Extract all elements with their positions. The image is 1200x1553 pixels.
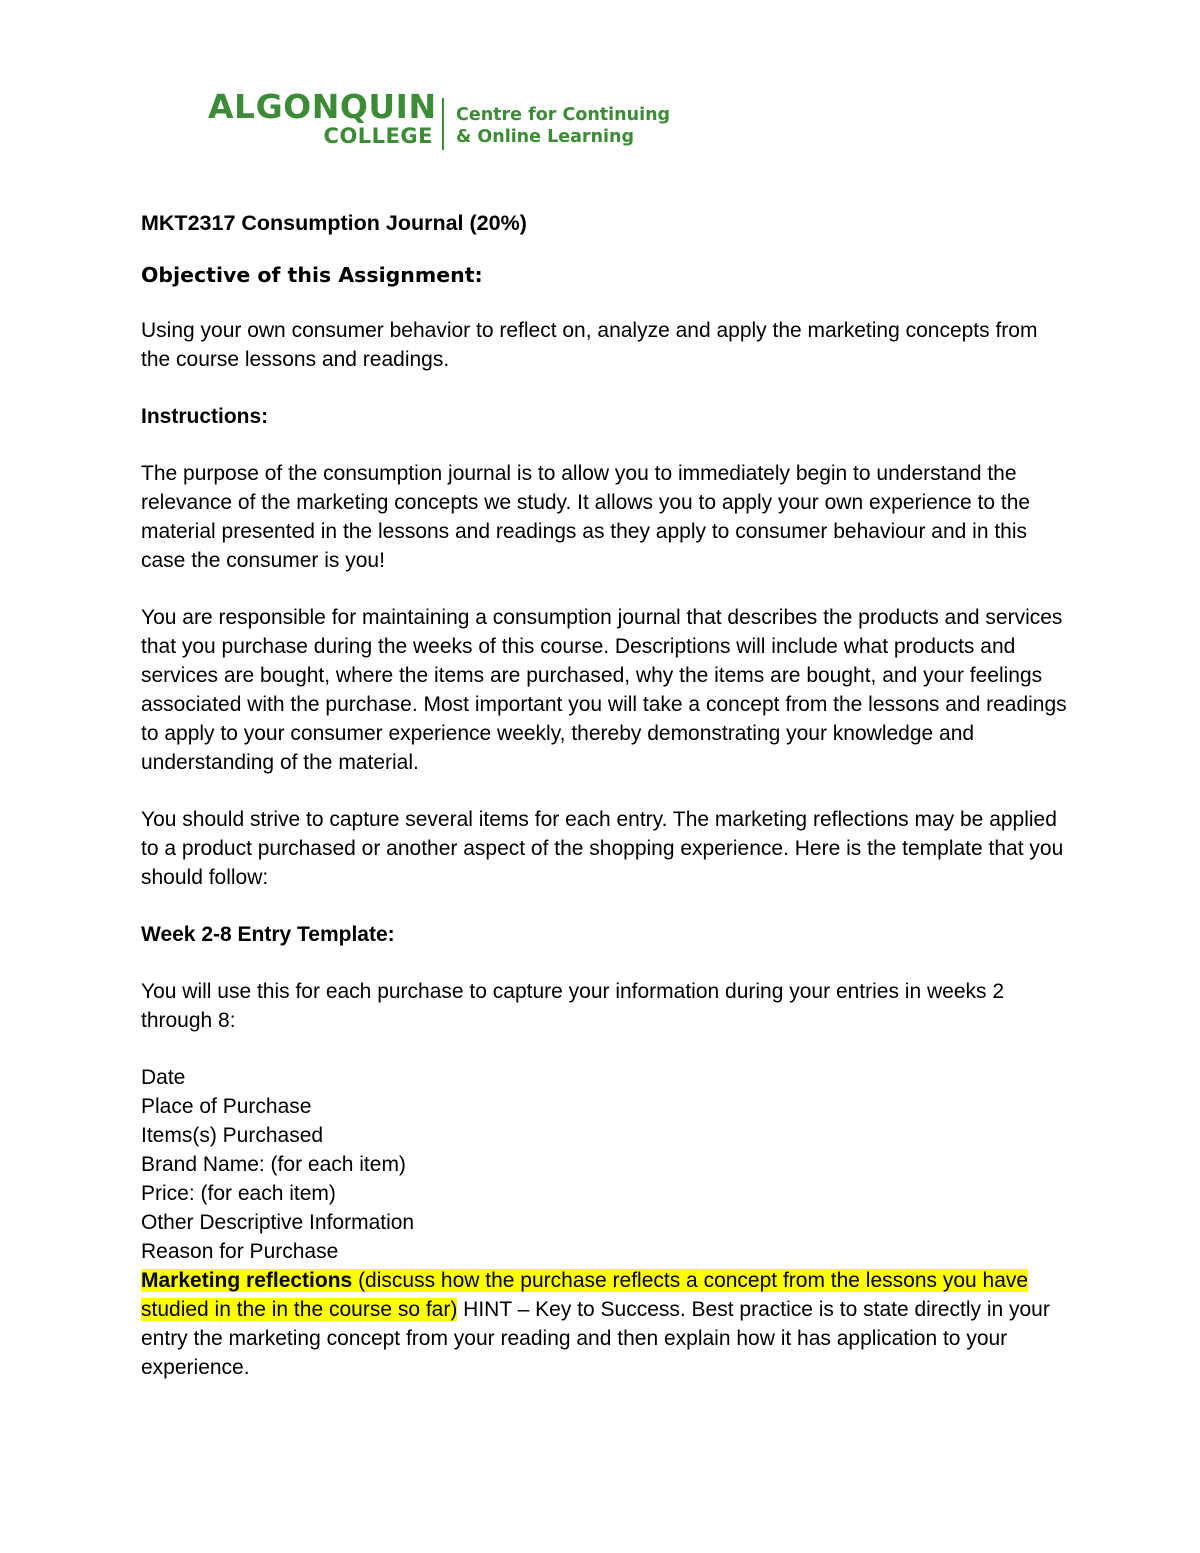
logo-wordmark (208, 87, 437, 148)
marketing-reflections-hint: HINT – Key to Success. Best practice is to state directly in your entry the marketing concept from your reading and then explain how it has application to your experience. (141, 1298, 1050, 1379)
template-intro: You will use this for each purchase to capture your information during your entries in weeks 2 through 8: (141, 980, 1005, 1032)
logo-divider (442, 98, 444, 150)
marketing-reflections (141, 1266, 1071, 1382)
marketing-reflections-label: Marketing reflections (141, 1269, 353, 1292)
document-body (141, 208, 1071, 1382)
instructions-paragraph-3: You should strive to capture several items for each entry. The marketing reflections may be applied to a product purchased or another aspect of the shopping experience. Here is the template that you should follow: (141, 808, 1064, 889)
template-field-items: Items(s) Purchased (141, 1124, 324, 1147)
template-heading: Week 2-8 Entry Template: (141, 923, 395, 946)
marketing-reflections-highlight: (discuss how the purchase reflects a concept from the lessons you have studied in the in the course so far) (141, 1269, 1029, 1321)
template-field-list (141, 1063, 1071, 1382)
instructions-heading: Instructions: (141, 405, 269, 428)
logo-tagline-line2: & Online Learning (456, 127, 635, 147)
logo-college: COLLEGE (323, 124, 433, 148)
document-title: MKT2317 Consumption Journal (20%) (141, 211, 527, 235)
logo-tagline (456, 104, 670, 148)
template-field-price: Price: (for each item) (141, 1182, 336, 1205)
logo-name: ALGONQUIN (208, 87, 437, 126)
college-logo (208, 87, 678, 152)
template-field-place: Place of Purchase (141, 1095, 312, 1118)
objective-heading: Objective of this Assignment: (141, 263, 483, 287)
logo-tagline-line1: Centre for Continuing (456, 105, 671, 125)
objective-text: Using your own consumer behavior to reflect on, analyze and apply the marketing concepts from the course lessons and readings. (141, 319, 1038, 371)
template-field-date: Date (141, 1066, 186, 1089)
instructions-paragraph-1: The purpose of the consumption journal is to allow you to immediately begin to understand the relevance of the marketing concepts we study. It allows you to apply your own experience to the material presented in the lessons and readings as they apply to consumer behaviour and in this case the consumer is you! (141, 462, 1031, 572)
template-field-other: Other Descriptive Information (141, 1211, 415, 1234)
template-field-reason: Reason for Purchase (141, 1240, 339, 1263)
template-field-brand: Brand Name: (for each item) (141, 1153, 406, 1176)
instructions-paragraph-2: You are responsible for maintaining a consumption journal that describes the products and services that you purchase during the weeks of this course. Descriptions will include what products and services are bought, where the items are purchased, why the items are bought, and your feelings associated with the purchase. Most important you will take a concept from the lessons and readings to apply to your consumer experience weekly, thereby demonstrating your knowledge and understanding of the material. (141, 606, 1067, 774)
